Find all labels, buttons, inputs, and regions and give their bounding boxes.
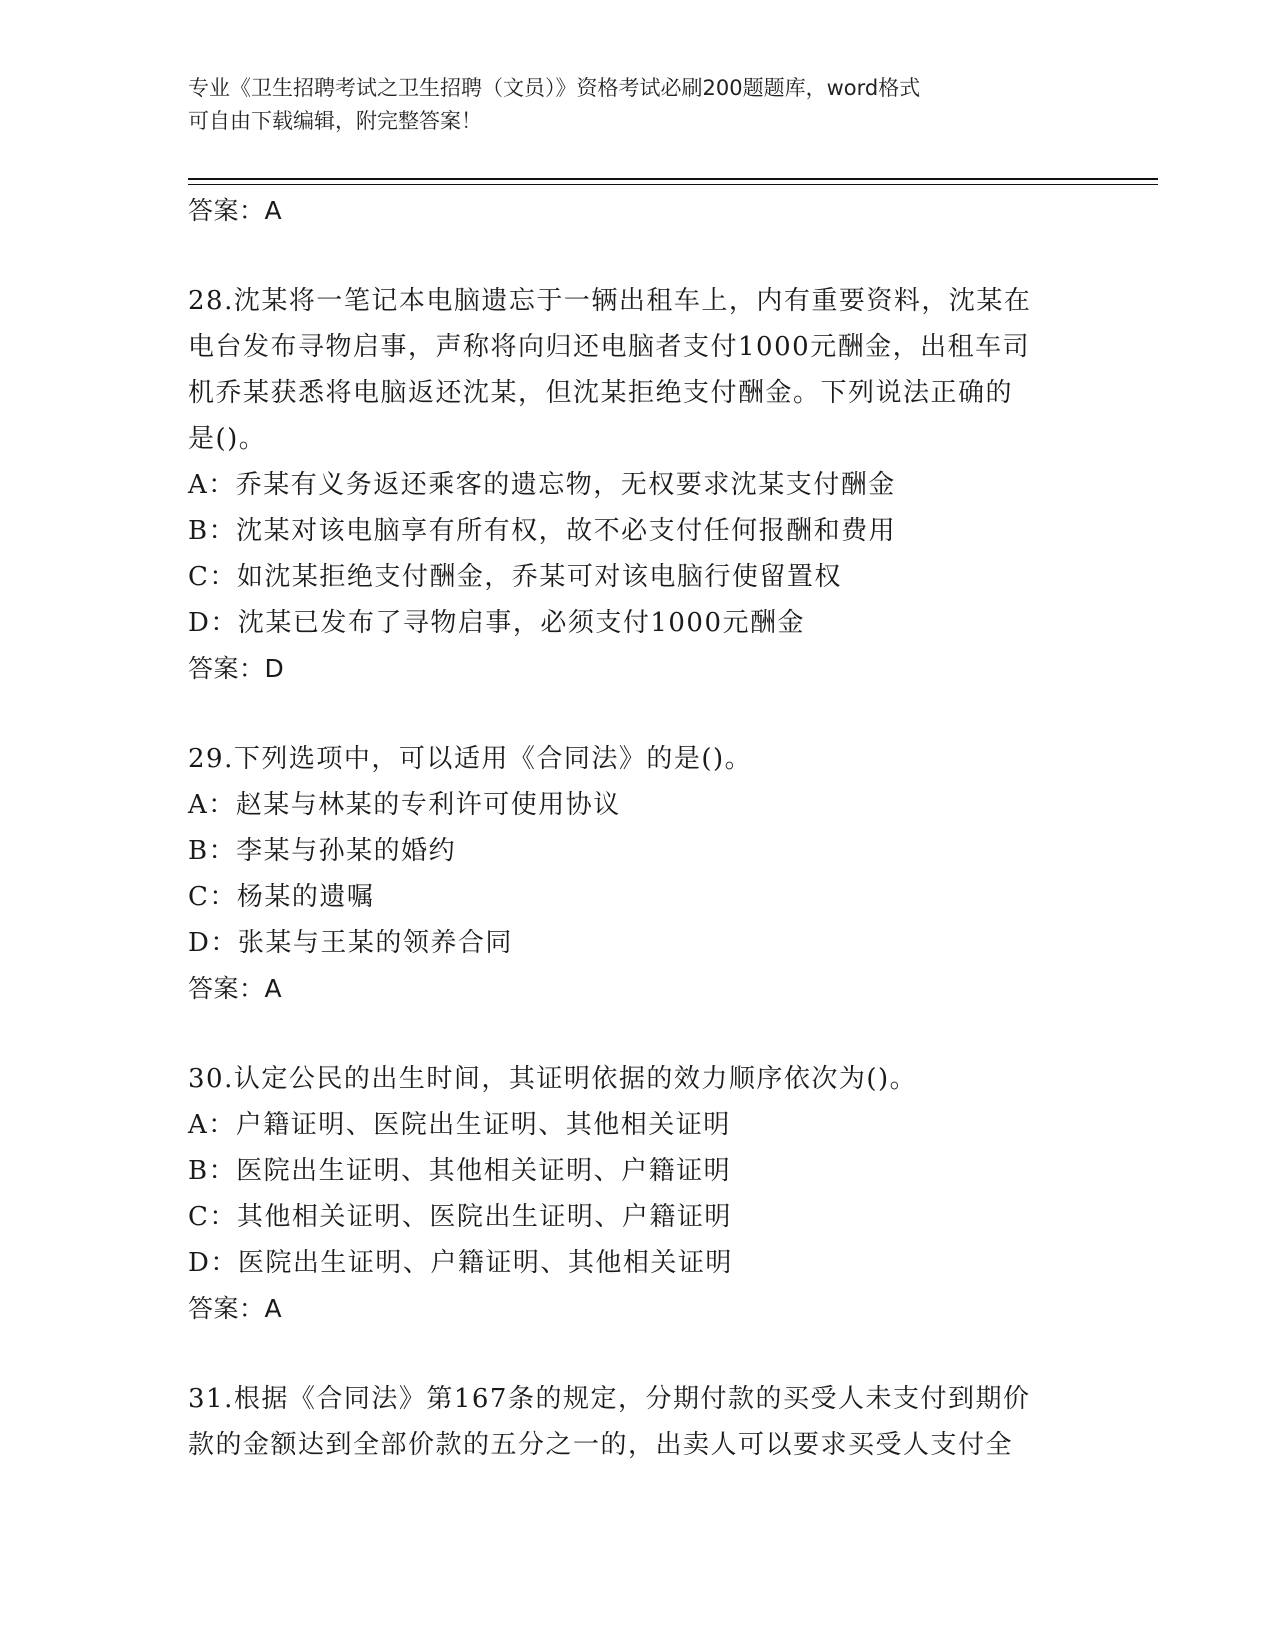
spacer <box>188 1012 1088 1056</box>
spacer <box>188 234 1088 278</box>
question-list <box>188 188 1088 1468</box>
question-stem-line: 28.沈某将一笔记本电脑遗忘于一辆出租车上，内有重要资料，沈某在 <box>188 286 1032 316</box>
question-item <box>188 278 1088 692</box>
header-line-1: 专业《卫生招聘考试之卫生招聘（文员）》资格考试必刷200题题库，word格式 <box>188 76 921 100</box>
header-line-2: 可自由下载编辑，附完整答案！ <box>188 109 482 133</box>
document-header <box>188 72 1068 138</box>
question-stem-line: 是()。 <box>188 424 267 454</box>
option-c: C：杨某的遗嘱 <box>188 882 375 912</box>
question-item <box>188 736 1088 1012</box>
option-b: B：医院出生证明、其他相关证明、户籍证明 <box>188 1156 732 1186</box>
question-stem-line: 29.下列选项中，可以适用《合同法》的是()。 <box>188 744 753 774</box>
option-c: C：如沈某拒绝支付酬金，乔某可对该电脑行使留置权 <box>188 562 842 592</box>
question-item <box>188 1376 1088 1468</box>
spacer <box>188 692 1088 736</box>
header-divider-thin <box>188 184 1158 185</box>
option-d: D：张某与王某的领养合同 <box>188 928 513 958</box>
option-a: A：赵某与林某的专利许可使用协议 <box>188 790 621 820</box>
question-stem-line: 31.根据《合同法》第167条的规定，分期付款的买受人未支付到期价 <box>188 1384 1031 1414</box>
option-a: A：户籍证明、医院出生证明、其他相关证明 <box>188 1110 731 1140</box>
header-divider-thick <box>188 178 1158 180</box>
option-d: D：医院出生证明、户籍证明、其他相关证明 <box>188 1248 733 1278</box>
option-b: B：李某与孙某的婚约 <box>188 836 457 866</box>
previous-answer: 答案：A <box>188 196 283 225</box>
spacer <box>188 1332 1088 1376</box>
option-d: D：沈某已发布了寻物启事，必须支付1000元酬金 <box>188 608 806 638</box>
answer-line: 答案：A <box>188 974 283 1003</box>
option-c: C：其他相关证明、医院出生证明、户籍证明 <box>188 1202 732 1232</box>
question-stem-line: 30.认定公民的出生时间，其证明依据的效力顺序依次为()。 <box>188 1064 918 1094</box>
answer-line: 答案：A <box>188 1294 283 1323</box>
question-stem-line: 电台发布寻物启事，声称将向归还电脑者支付1000元酬金，出租车司 <box>188 332 1031 362</box>
answer-line: 答案：D <box>188 654 285 683</box>
option-b: B：沈某对该电脑享有所有权，故不必支付任何报酬和费用 <box>188 516 897 546</box>
question-stem-line: 款的金额达到全部价款的五分之一的，出卖人可以要求买受人支付全 <box>188 1430 1014 1460</box>
option-a: A：乔某有义务返还乘客的遗忘物，无权要求沈某支付酬金 <box>188 470 896 500</box>
question-item <box>188 1056 1088 1332</box>
question-stem-line: 机乔某获悉将电脑返还沈某，但沈某拒绝支付酬金。下列说法正确的 <box>188 378 1014 408</box>
